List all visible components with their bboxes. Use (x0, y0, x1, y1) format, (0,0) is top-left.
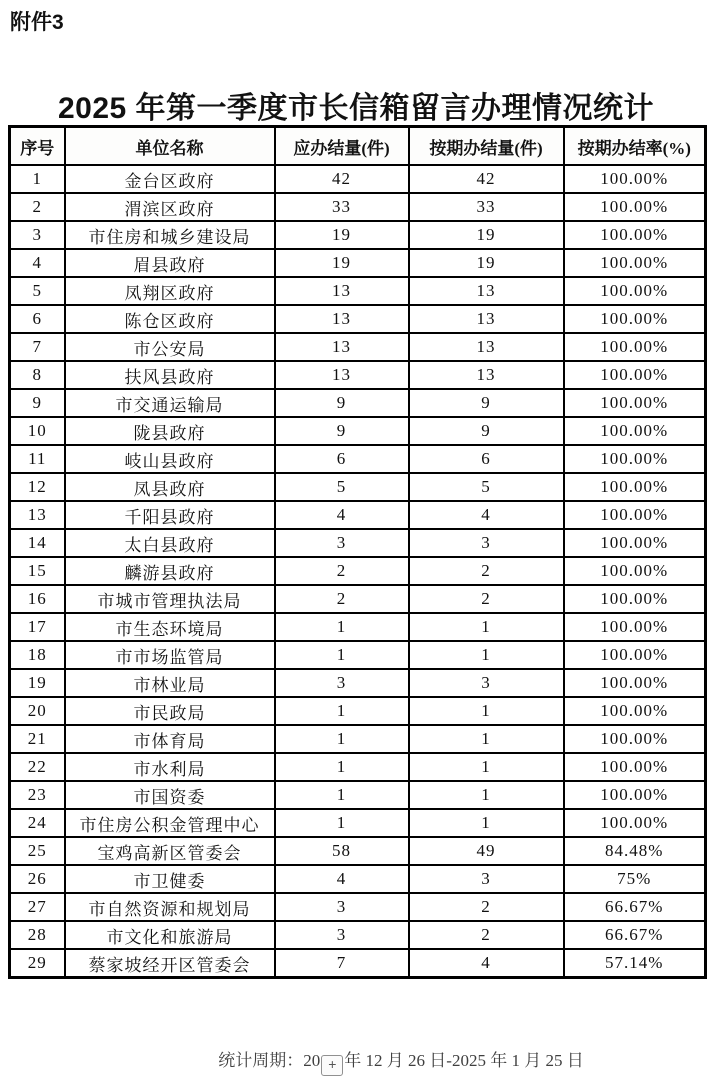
table-row (10, 837, 706, 865)
table-cell: 市住房公积金管理中心 (65, 809, 275, 837)
table-cell: 扶风县政府 (65, 361, 275, 389)
table-cell: 7 (10, 333, 65, 361)
table-cell: 千阳县政府 (65, 501, 275, 529)
header-cell: 应办结量(件) (275, 127, 409, 166)
table-cell: 1 (409, 725, 564, 753)
table-cell: 100.00% (564, 361, 706, 389)
table-cell: 8 (10, 361, 65, 389)
table-cell: 2 (409, 585, 564, 613)
table-cell: 1 (275, 753, 409, 781)
table-cell: 25 (10, 837, 65, 865)
footer-suffix: 年 12 月 26 日-2025 年 1 月 25 日 (344, 1051, 584, 1070)
table-cell: 5 (10, 277, 65, 305)
table-cell: 2 (409, 557, 564, 585)
table-cell: 蔡家坡经开区管委会 (65, 949, 275, 978)
table-cell: 17 (10, 613, 65, 641)
table-cell: 2 (409, 893, 564, 921)
table-cell: 58 (275, 837, 409, 865)
table-cell: 100.00% (564, 221, 706, 249)
table-cell: 7 (275, 949, 409, 978)
table-cell: 1 (275, 781, 409, 809)
table-row (10, 949, 706, 978)
table-cell: 市卫健委 (65, 865, 275, 893)
table-row (10, 333, 706, 361)
table-cell: 66.67% (564, 921, 706, 949)
table-row (10, 445, 706, 473)
table-cell: 13 (275, 361, 409, 389)
table-cell: 市自然资源和规划局 (65, 893, 275, 921)
table-cell: 100.00% (564, 585, 706, 613)
table-row (10, 809, 706, 837)
table-cell: 4 (409, 949, 564, 978)
table-row (10, 613, 706, 641)
table-cell: 100.00% (564, 165, 706, 193)
table-row (10, 585, 706, 613)
table-cell: 3 (409, 529, 564, 557)
table-cell: 100.00% (564, 249, 706, 277)
table-cell: 市体育局 (65, 725, 275, 753)
table-cell: 市交通运输局 (65, 389, 275, 417)
table-body (10, 165, 706, 978)
table-cell: 1 (409, 613, 564, 641)
header-cell: 单位名称 (65, 127, 275, 166)
table-cell: 眉县政府 (65, 249, 275, 277)
table-cell: 3 (275, 921, 409, 949)
table-row (10, 641, 706, 669)
table-cell: 100.00% (564, 445, 706, 473)
table-cell: 市民政局 (65, 697, 275, 725)
table-row (10, 725, 706, 753)
table-cell: 100.00% (564, 333, 706, 361)
table-cell: 9 (10, 389, 65, 417)
table-row (10, 193, 706, 221)
table-cell: 渭滨区政府 (65, 193, 275, 221)
table-cell: 市生态环境局 (65, 613, 275, 641)
table-cell: 100.00% (564, 501, 706, 529)
table-cell: 100.00% (564, 781, 706, 809)
table-cell: 市水利局 (65, 753, 275, 781)
table-row (10, 417, 706, 445)
table-row (10, 501, 706, 529)
table-cell: 市文化和旅游局 (65, 921, 275, 949)
table-row (10, 697, 706, 725)
table-cell: 3 (275, 529, 409, 557)
table-cell: 13 (409, 361, 564, 389)
table-cell: 市公安局 (65, 333, 275, 361)
header-cell: 按期办结率(%) (564, 127, 706, 166)
table-cell: 3 (409, 669, 564, 697)
table-cell: 1 (409, 809, 564, 837)
table-cell: 5 (409, 473, 564, 501)
header-cell: 按期办结量(件) (409, 127, 564, 166)
table-cell: 100.00% (564, 809, 706, 837)
table-cell: 13 (275, 333, 409, 361)
table-cell: 凤翔区政府 (65, 277, 275, 305)
header-cell: 序号 (10, 127, 65, 166)
table-cell: 1 (409, 697, 564, 725)
table-cell: 100.00% (564, 529, 706, 557)
table-cell: 100.00% (564, 305, 706, 333)
table-cell: 2 (275, 585, 409, 613)
table-cell: 2 (10, 193, 65, 221)
table-cell: 陇县政府 (65, 417, 275, 445)
table-cell: 9 (409, 389, 564, 417)
table-cell: 57.14% (564, 949, 706, 978)
table-cell: 3 (10, 221, 65, 249)
statistics-period-note (0, 1046, 712, 1076)
table-cell: 13 (409, 305, 564, 333)
table-cell: 20 (10, 697, 65, 725)
table-cell: 6 (10, 305, 65, 333)
table-cell: 金台区政府 (65, 165, 275, 193)
table-cell: 6 (409, 445, 564, 473)
table-cell: 28 (10, 921, 65, 949)
table-cell: 100.00% (564, 277, 706, 305)
table-cell: 100.00% (564, 641, 706, 669)
table-cell: 19 (409, 249, 564, 277)
table-cell: 15 (10, 557, 65, 585)
table-cell: 100.00% (564, 697, 706, 725)
table-row (10, 753, 706, 781)
table-cell: 14 (10, 529, 65, 557)
table-row (10, 893, 706, 921)
table-cell: 麟游县政府 (65, 557, 275, 585)
table-cell: 10 (10, 417, 65, 445)
table-cell: 9 (409, 417, 564, 445)
table-cell: 13 (275, 305, 409, 333)
table-cell: 23 (10, 781, 65, 809)
table-cell: 9 (275, 417, 409, 445)
table-cell: 1 (409, 641, 564, 669)
table-cell: 1 (409, 753, 564, 781)
table-row (10, 165, 706, 193)
table-cell: 13 (409, 333, 564, 361)
table-cell: 宝鸡高新区管委会 (65, 837, 275, 865)
table-row (10, 473, 706, 501)
footer-prefix: 统计周期：20 (218, 1051, 321, 1070)
table-cell: 100.00% (564, 753, 706, 781)
table-cell: 27 (10, 893, 65, 921)
table-header-row (10, 127, 706, 166)
table-cell: 18 (10, 641, 65, 669)
table-row (10, 221, 706, 249)
table-cell: 陈仓区政府 (65, 305, 275, 333)
table-cell: 4 (10, 249, 65, 277)
table-cell: 13 (275, 277, 409, 305)
table-cell: 11 (10, 445, 65, 473)
table-cell: 100.00% (564, 473, 706, 501)
table-cell: 1 (275, 809, 409, 837)
table-cell: 3 (409, 865, 564, 893)
table-cell: 1 (275, 697, 409, 725)
table-cell: 19 (409, 221, 564, 249)
table-cell: 19 (10, 669, 65, 697)
table-cell: 84.48% (564, 837, 706, 865)
table-row (10, 865, 706, 893)
table-cell: 1 (409, 781, 564, 809)
table-cell: 100.00% (564, 557, 706, 585)
table-row (10, 361, 706, 389)
table-cell: 75% (564, 865, 706, 893)
table-cell: 29 (10, 949, 65, 978)
table-cell: 市林业局 (65, 669, 275, 697)
table-cell: 1 (275, 725, 409, 753)
table-cell: 100.00% (564, 417, 706, 445)
table-cell: 市住房和城乡建设局 (65, 221, 275, 249)
table-cell: 21 (10, 725, 65, 753)
table-cell: 市国资委 (65, 781, 275, 809)
table-cell: 66.67% (564, 893, 706, 921)
table-cell: 4 (275, 501, 409, 529)
table-cell: 100.00% (564, 613, 706, 641)
table-cell: 凤县政府 (65, 473, 275, 501)
table-cell: 13 (10, 501, 65, 529)
table-cell: 1 (10, 165, 65, 193)
table-cell: 16 (10, 585, 65, 613)
table-cell: 100.00% (564, 193, 706, 221)
table-cell: 42 (409, 165, 564, 193)
table-cell: 1 (275, 641, 409, 669)
table-cell: 19 (275, 221, 409, 249)
table-cell: 市市场监管局 (65, 641, 275, 669)
table-cell: 4 (275, 865, 409, 893)
table-row (10, 529, 706, 557)
table-cell: 13 (409, 277, 564, 305)
table-cell: 9 (275, 389, 409, 417)
table-cell: 5 (275, 473, 409, 501)
table-cell: 3 (275, 669, 409, 697)
table-cell: 100.00% (564, 389, 706, 417)
table-cell: 市城市管理执法局 (65, 585, 275, 613)
table-cell: 22 (10, 753, 65, 781)
table-cell: 42 (275, 165, 409, 193)
statistics-table (8, 125, 707, 979)
table-row (10, 781, 706, 809)
table-cell: 100.00% (564, 669, 706, 697)
table-row (10, 277, 706, 305)
table-row (10, 557, 706, 585)
table-cell: 太白县政府 (65, 529, 275, 557)
table-cell: 12 (10, 473, 65, 501)
table-row (10, 305, 706, 333)
table-row (10, 921, 706, 949)
table-cell: 4 (409, 501, 564, 529)
attachment-label: 附件3 (10, 11, 64, 34)
table-row (10, 389, 706, 417)
table-cell: 24 (10, 809, 65, 837)
broken-image-placeholder-icon: + (321, 1055, 343, 1076)
table-cell: 19 (275, 249, 409, 277)
table-cell: 1 (275, 613, 409, 641)
table-cell: 2 (275, 557, 409, 585)
table-row (10, 249, 706, 277)
table-row (10, 669, 706, 697)
table-cell: 3 (275, 893, 409, 921)
table-cell: 6 (275, 445, 409, 473)
table-cell: 岐山县政府 (65, 445, 275, 473)
table-cell: 49 (409, 837, 564, 865)
table-cell: 33 (275, 193, 409, 221)
page-title: 2025 年第一季度市长信箱留言办理情况统计 (57, 92, 655, 126)
table-cell: 26 (10, 865, 65, 893)
table-cell: 100.00% (564, 725, 706, 753)
table-cell: 2 (409, 921, 564, 949)
table-cell: 33 (409, 193, 564, 221)
